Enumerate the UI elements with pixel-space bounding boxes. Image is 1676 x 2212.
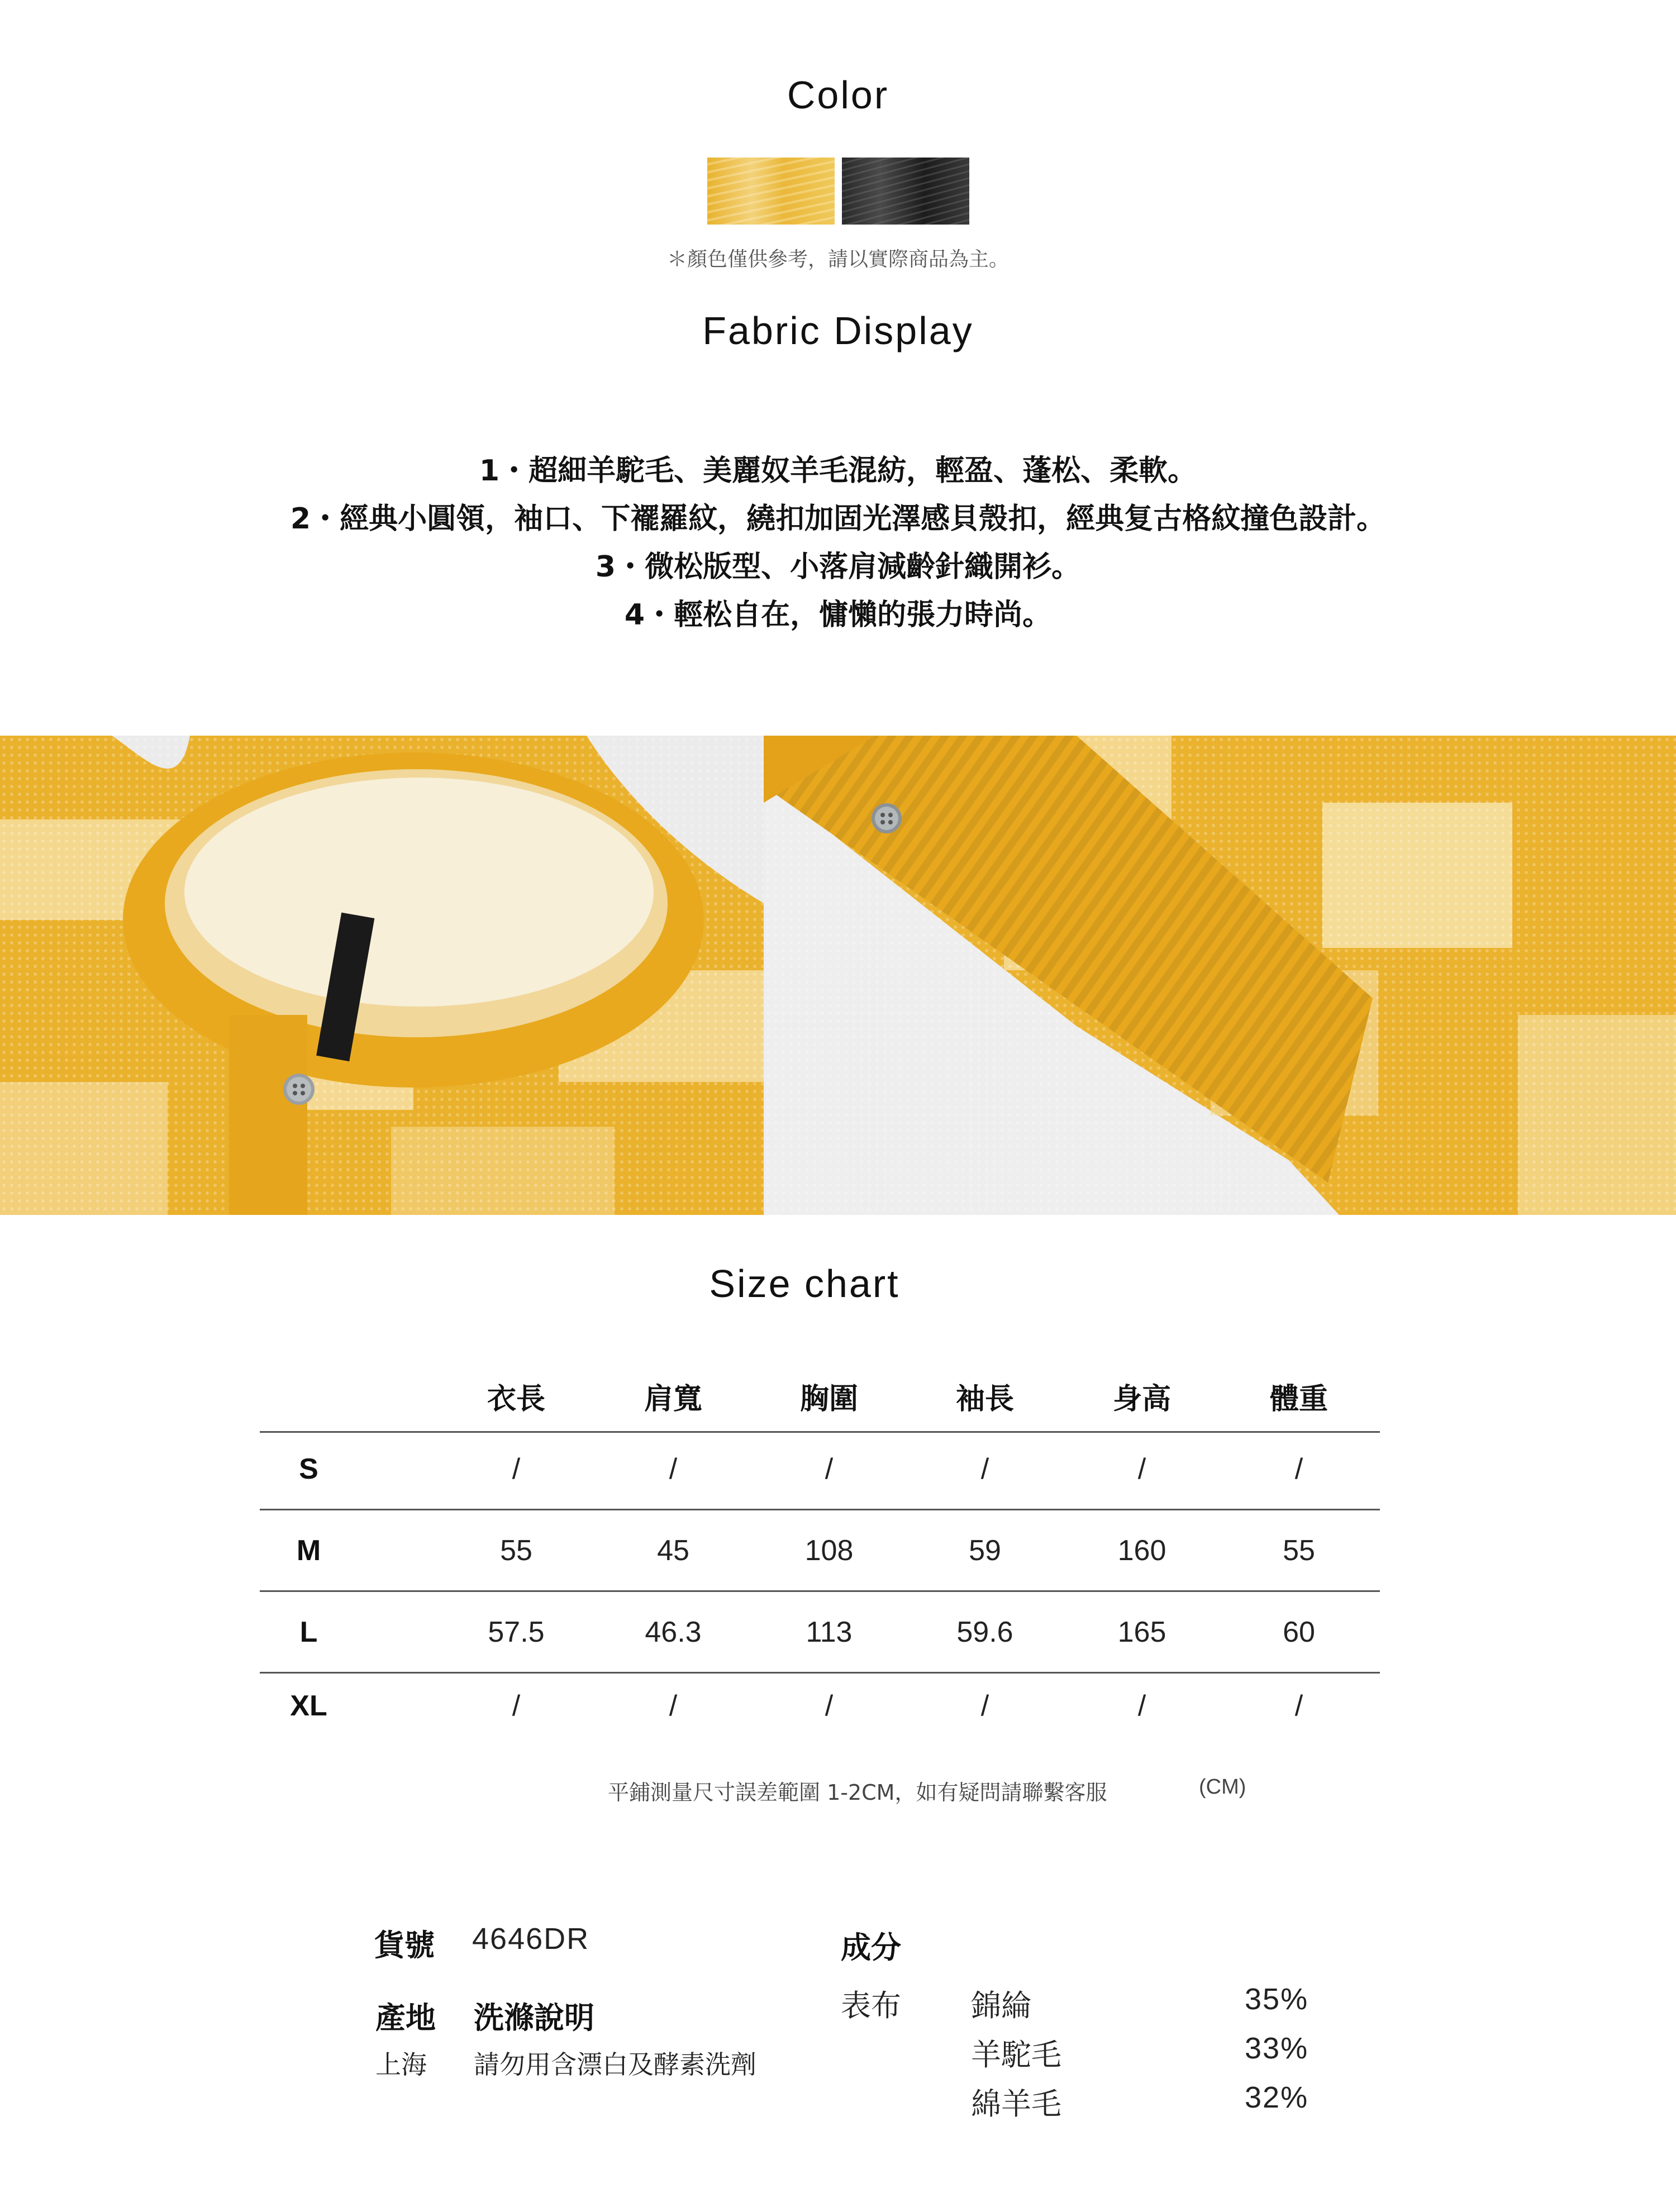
- origin-label: 產地: [375, 2000, 436, 2035]
- table-cell: /: [669, 1690, 678, 1722]
- material-percent: 32%: [1245, 2081, 1309, 2114]
- table-cell: 55: [500, 1534, 532, 1567]
- size-table-header: [260, 1363, 1380, 1419]
- table-cell: /: [980, 1690, 989, 1722]
- size-label: S: [299, 1453, 318, 1485]
- table-cell: 108: [804, 1534, 854, 1567]
- color-swatch-black[interactable]: [842, 158, 969, 225]
- table-cell: 59.6: [956, 1616, 1013, 1648]
- table-cell: /: [512, 1690, 521, 1722]
- material-name: 羊駝毛: [971, 2037, 1061, 2072]
- table-cell: /: [669, 1453, 678, 1485]
- table-cell: 113: [806, 1616, 853, 1648]
- column-header: 衣長: [487, 1382, 545, 1416]
- composition-label: 成分: [841, 1930, 901, 1965]
- feature-item: 4・輕松自在，慵懶的張力時尚。: [624, 598, 1052, 632]
- fabric-label: 表布: [841, 1988, 901, 2023]
- color-note: ＊顏色僅供參考，請以實際商品為主。: [666, 248, 1009, 271]
- table-cell: /: [1137, 1453, 1146, 1485]
- table-cell: 60: [1283, 1616, 1315, 1648]
- origin-value: 上海: [375, 2049, 427, 2080]
- material-name: 錦綸: [971, 1988, 1031, 2023]
- table-cell: 160: [1117, 1534, 1166, 1567]
- feature-item: 2・經典小圓領，袖口、下襬羅紋，繞扣加固光澤感貝殼扣，經典复古格紋撞色設計。: [290, 502, 1386, 536]
- material-name: 綿羊毛: [971, 2086, 1061, 2122]
- column-header: 胸圍: [799, 1382, 858, 1416]
- feature-item: 3・微松版型、小落肩減齡針織開衫。: [595, 550, 1081, 584]
- column-header: 袖長: [955, 1382, 1014, 1416]
- wash-instructions: 請勿用含漂白及酵素洗劑: [474, 2049, 756, 2080]
- column-header: 身高: [1112, 1382, 1171, 1416]
- table-divider: [260, 1672, 1380, 1674]
- table-cell: 55: [1283, 1534, 1315, 1567]
- table-divider: [260, 1509, 1380, 1510]
- table-cell: /: [825, 1453, 834, 1485]
- size-label: L: [299, 1616, 318, 1648]
- fabric-heading: Fabric Display: [702, 309, 974, 352]
- table-cell: /: [1294, 1690, 1303, 1722]
- table-cell: /: [512, 1453, 521, 1485]
- table-cell: /: [825, 1690, 834, 1722]
- material-percent: 33%: [1245, 2032, 1309, 2065]
- table-cell: 57.5: [488, 1616, 545, 1648]
- table-cell: /: [980, 1453, 989, 1485]
- wash-label: 洗滌說明: [474, 2000, 594, 2035]
- table-cell: 46.3: [645, 1616, 702, 1648]
- table-cell: /: [1137, 1690, 1146, 1722]
- column-header: 體重: [1269, 1382, 1328, 1416]
- table-cell: 59: [969, 1534, 1001, 1567]
- size-chart-heading: Size chart: [709, 1262, 900, 1305]
- table-cell: /: [1294, 1453, 1303, 1485]
- item-number-value: 4646DR: [472, 1922, 590, 1956]
- feature-list: [0, 447, 1676, 639]
- item-number-label: 貨號: [374, 1928, 435, 1963]
- size-chart-footnote: 平鋪測量尺寸誤差範圍 1-2CM，如有疑問請聯繫客服: [608, 1780, 1107, 1805]
- material-percent: 35%: [1245, 1982, 1309, 2016]
- column-header: 肩寬: [644, 1382, 702, 1416]
- table-cell: 45: [657, 1534, 689, 1567]
- color-heading: Color: [787, 73, 889, 117]
- feature-item: 1・超細羊駝毛、美麗奴羊毛混紡，輕盈、蓬松、柔軟。: [479, 454, 1197, 488]
- size-chart-unit: (CM): [1199, 1775, 1246, 1799]
- table-divider: [260, 1431, 1380, 1433]
- cuff-detail-photo: [764, 736, 1676, 1215]
- table-cell: 165: [1117, 1616, 1166, 1648]
- collar-detail-photo: [0, 736, 764, 1215]
- table-divider: [260, 1590, 1380, 1592]
- color-swatch-yellow[interactable]: [707, 158, 835, 225]
- size-table: [260, 1363, 1380, 1732]
- size-label: XL: [290, 1690, 327, 1722]
- size-label: M: [296, 1534, 321, 1567]
